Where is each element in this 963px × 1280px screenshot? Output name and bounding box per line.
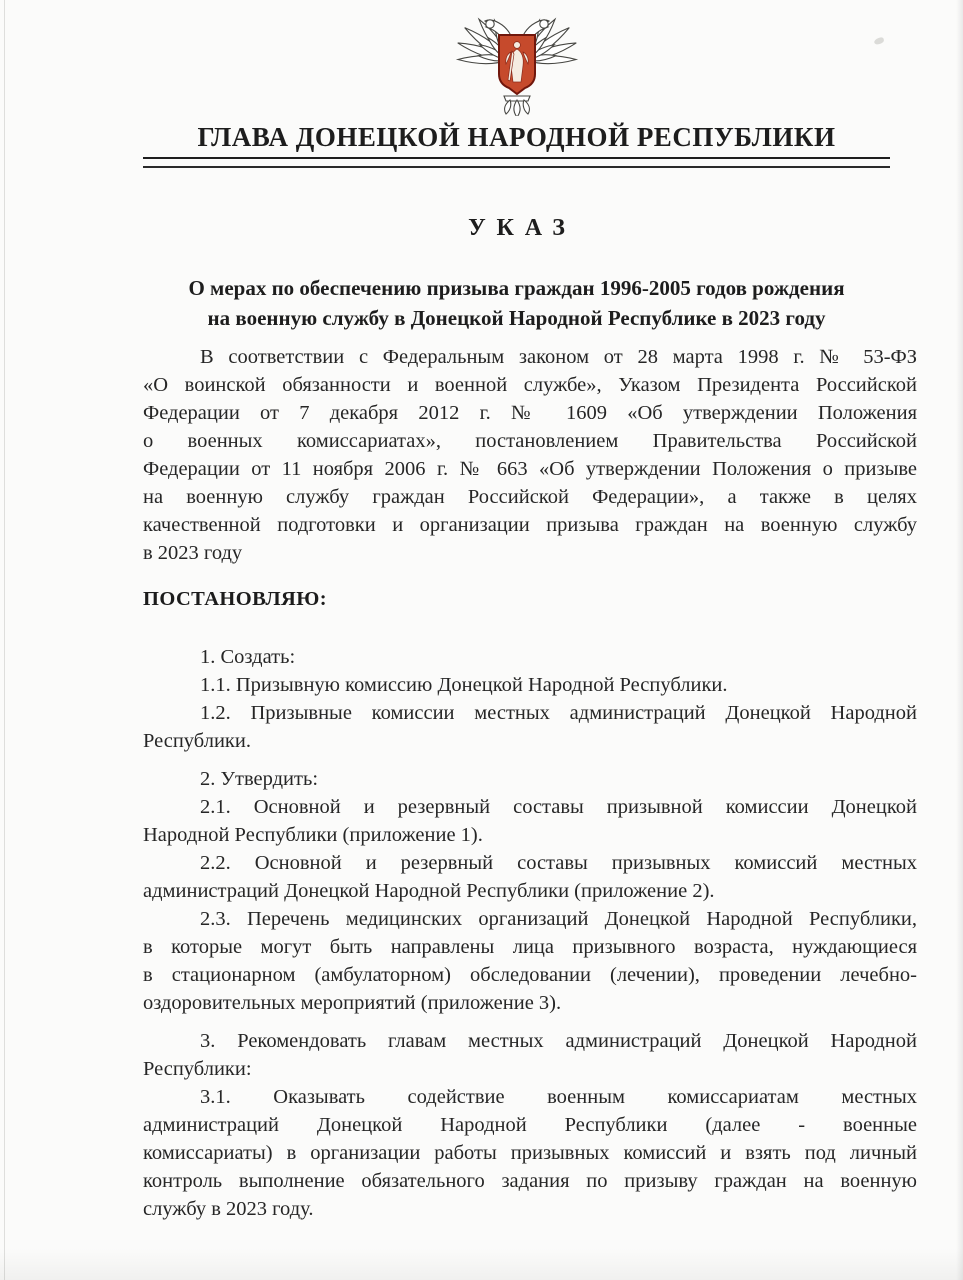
org-title: ГЛАВА ДОНЕЦКОЙ НАРОДНОЙ РЕСПУБЛИКИ — [197, 122, 836, 152]
paragraph-item-2-1 — [143, 793, 917, 849]
text-line: 2. Утвердить: — [200, 768, 319, 790]
paragraph-item-1-2 — [143, 699, 917, 755]
paragraph-item-3 — [143, 1027, 917, 1083]
document-header — [143, 0, 890, 333]
text-line: 1.1. Призывную комиссию Донецкой Народной Республики. — [200, 674, 728, 696]
text-line: в стационарном (амбулаторном) обследовании (лечении), проведении лечебно- — [143, 964, 917, 986]
text-line: администраций Донецкой Народной Республики (приложение 2). — [143, 880, 715, 902]
paragraph-resolve-heading — [143, 585, 917, 613]
scan-edge-right — [956, 0, 963, 1280]
text-line: Республики: — [143, 1058, 252, 1080]
text-line: 2.3. Перечень медицинских организаций Донецкой Народной Республики, — [200, 908, 917, 930]
paragraph-intro — [143, 343, 917, 567]
text-line: службу в 2023 году. — [143, 1198, 314, 1220]
text-line: в 2023 году — [143, 542, 243, 564]
doc-type-title: УКАЗ — [468, 215, 576, 241]
paragraph-item-2-3 — [143, 905, 917, 1017]
dnr-coat-of-arms-icon — [422, 4, 612, 116]
text-line: «О воинской обязанности и военной службе», Указом Президента Российской — [143, 374, 917, 396]
paragraph-item-3-1 — [143, 1083, 917, 1223]
text-line: 1. Создать: — [200, 646, 296, 668]
text-line: на военную службу граждан Российской Федерации», а также в целях — [143, 486, 917, 508]
text-line: ПОСТАНОВЛЯЮ: — [143, 588, 327, 610]
paragraph-item-2 — [143, 765, 917, 793]
text-line: 2.1. Основной и резервный составы призывной комиссии Донецкой — [200, 796, 917, 818]
text-line: комиссариаты) в организации работы призывных комиссий и взять под личный — [143, 1142, 917, 1164]
header-divider — [143, 157, 890, 168]
emblem-container — [143, 4, 890, 116]
text-line: администраций Донецкой Народной Республики (далее - военные — [143, 1114, 917, 1136]
scan-bottom-shadow — [0, 1248, 963, 1280]
text-line: 3. Рекомендовать главам местных администраций Донецкой Народной — [200, 1030, 917, 1052]
text-line: контроль выполнение обязательного задания по призыву граждан на военную — [143, 1170, 917, 1192]
doc-title — [143, 273, 890, 333]
text-line: в которые могут быть направлены лица призывного возраста, нуждающиеся — [143, 936, 917, 958]
document-body — [143, 343, 917, 1223]
text-line: В соответствии с Федеральным законом от 28 марта 1998 г. № 53-ФЗ — [200, 346, 917, 368]
text-line: Народной Республики (приложение 1). — [143, 824, 483, 846]
paragraph-item-2-2 — [143, 849, 917, 905]
doc-title-line: О мерах по обеспечению призыва граждан 1996-2005 годов рождения — [188, 276, 845, 300]
scan-edge-left — [4, 0, 5, 1280]
text-line: качественной подготовки и организации призыва граждан на военную службу — [143, 514, 917, 536]
text-line: оздоровительных мероприятий (приложение 3). — [143, 992, 562, 1014]
doc-title-line: на военную службу в Донецкой Народной Республике в 2023 году — [207, 306, 826, 330]
text-line: 1.2. Призывные комиссии местных администраций Донецкой Народной — [200, 702, 917, 724]
text-line: 2.2. Основной и резервный составы призывных комиссий местных — [200, 852, 917, 874]
text-line: 3.1. Оказывать содействие военным комиссариатам местных — [200, 1086, 917, 1108]
text-line: Федерации от 11 ноября 2006 г. № 663 «Об утверждении Положения о призыве — [143, 458, 917, 480]
text-line: о военных комиссариатах», постановлением Правительства Российской — [143, 430, 917, 452]
text-line: Республики. — [143, 730, 251, 752]
paragraph-item-1-1 — [143, 671, 917, 699]
text-line: Федерации от 7 декабря 2012 г. № 1609 «Об утверждении Положения — [143, 402, 917, 424]
paragraph-item-1 — [143, 643, 917, 671]
